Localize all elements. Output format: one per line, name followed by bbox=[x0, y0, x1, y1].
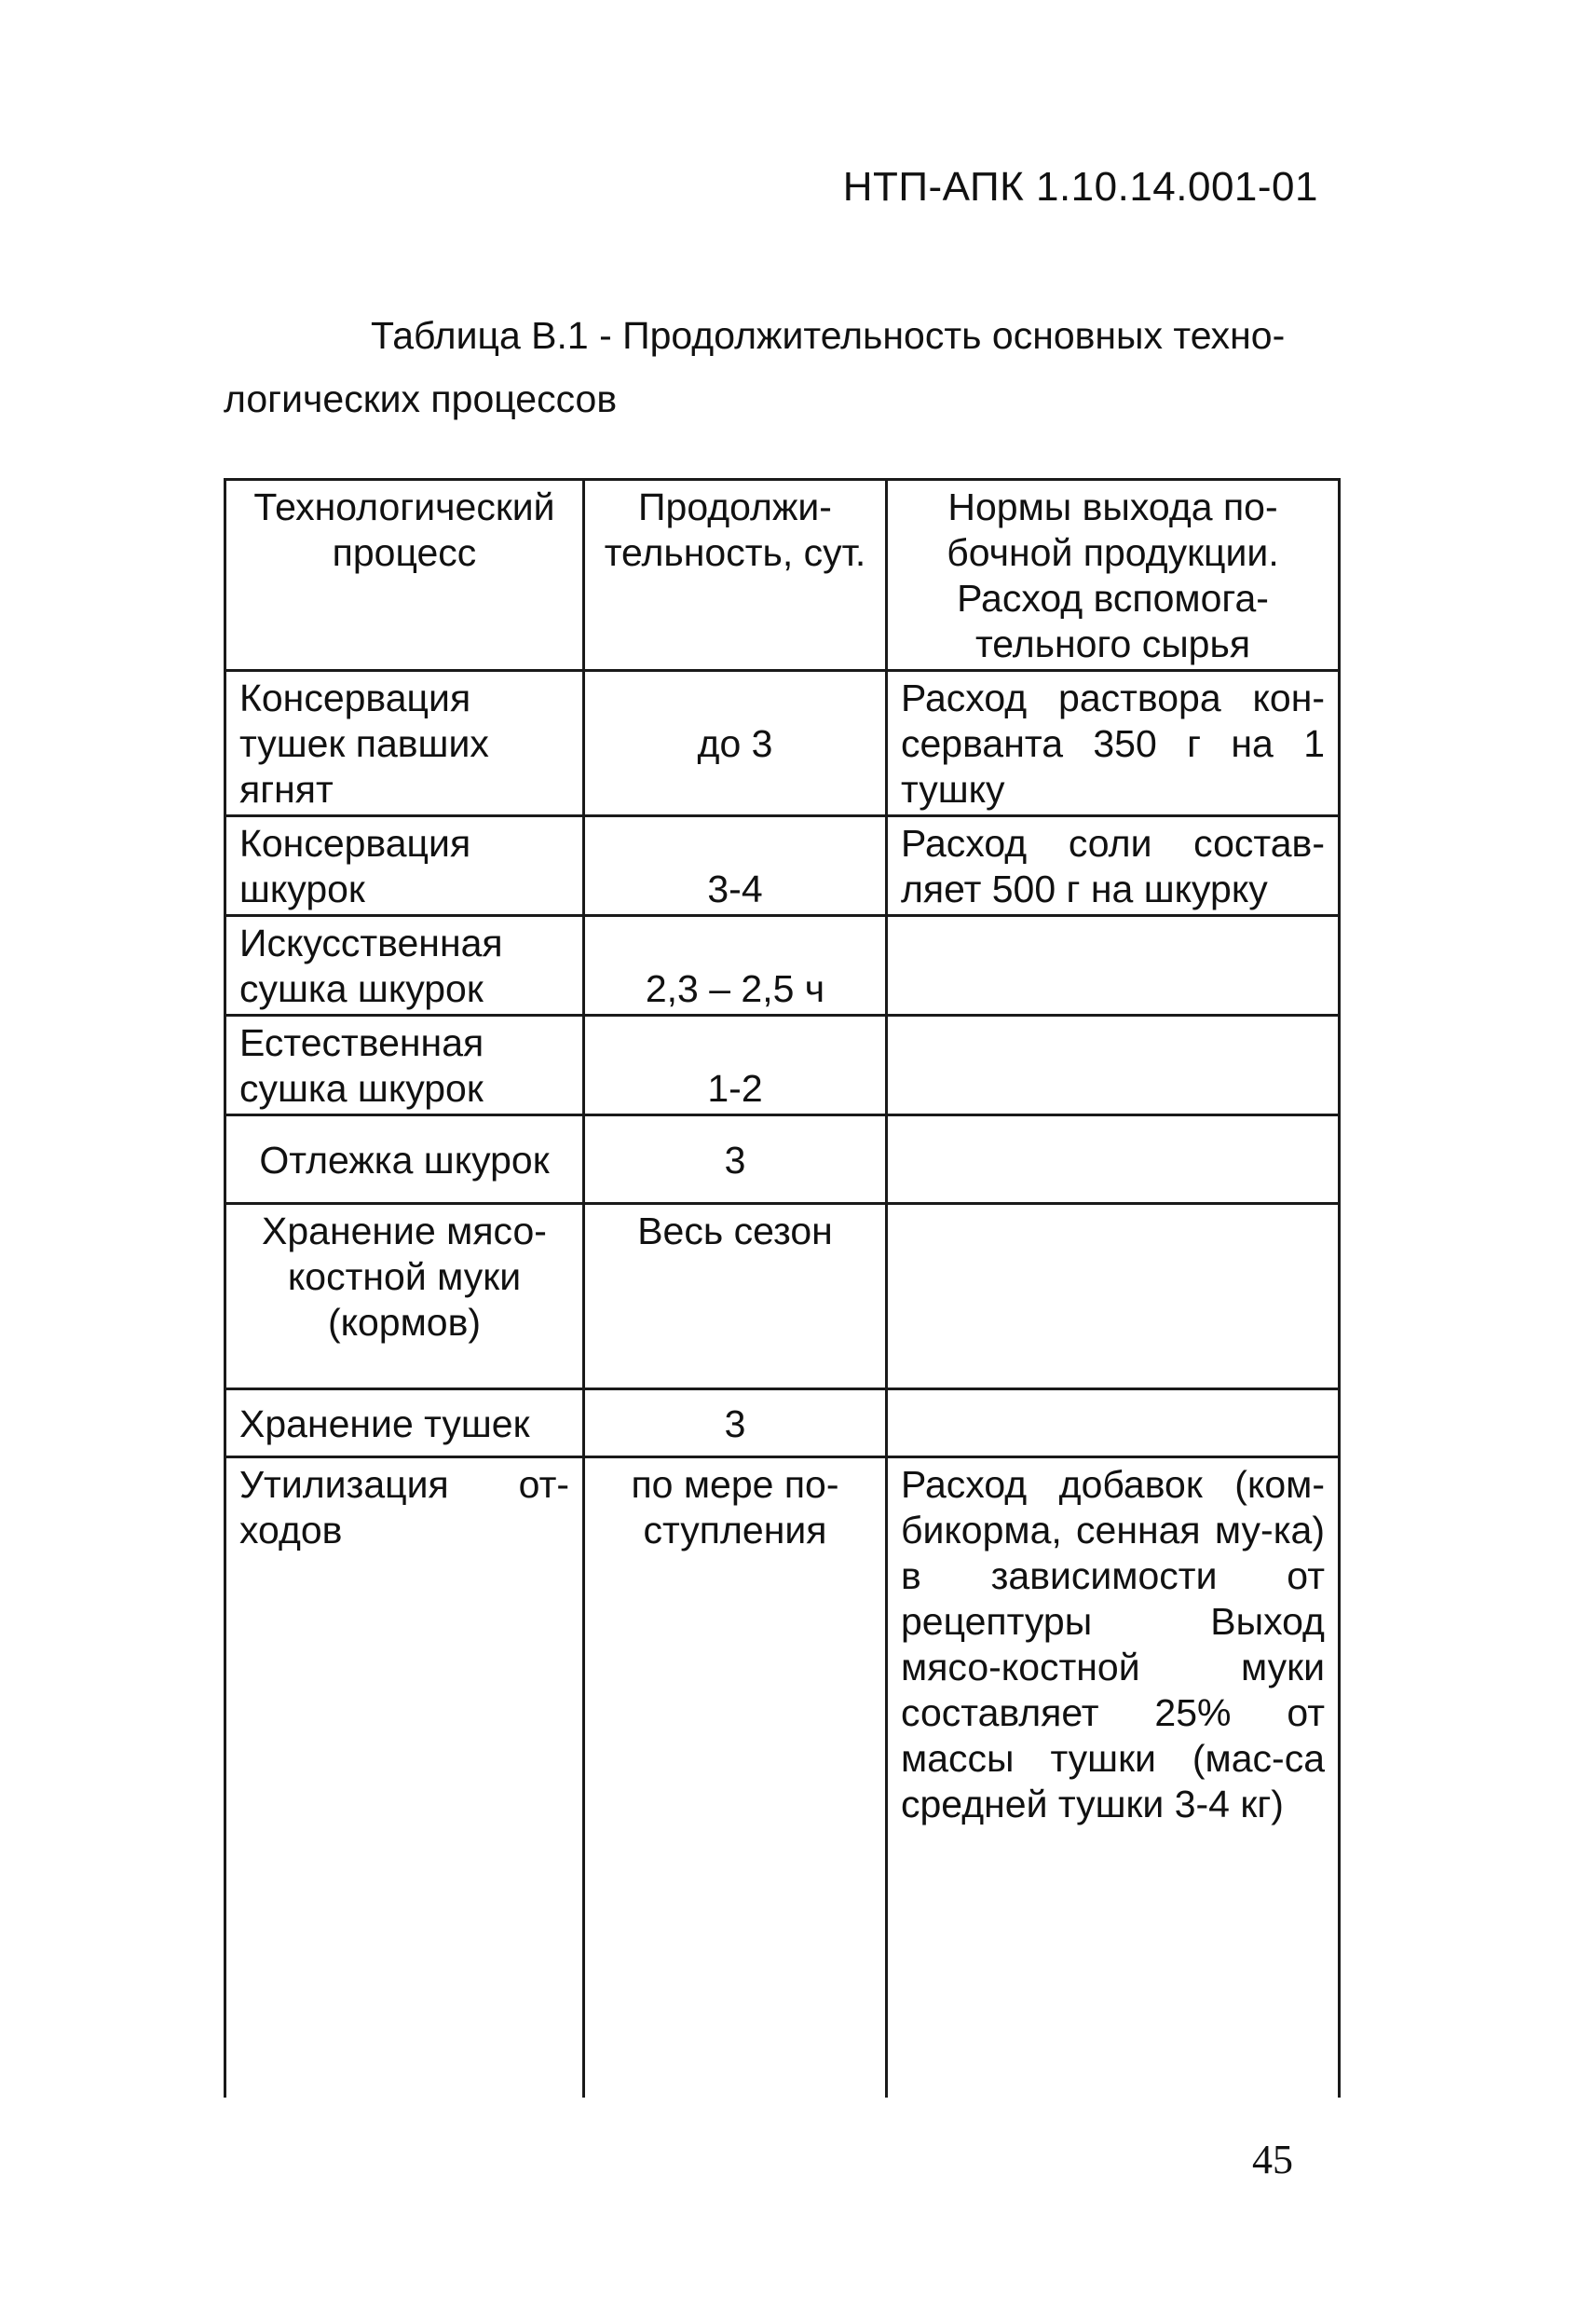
notes-cell bbox=[887, 1389, 1340, 1457]
process-cell: Хранение тушек bbox=[225, 1389, 584, 1457]
process-cell: Утилизация от-ходов bbox=[225, 1457, 584, 2098]
duration-cell: 1-2 bbox=[584, 1016, 887, 1115]
document-code: НТП-АПК 1.10.14.001-01 bbox=[842, 164, 1318, 210]
duration-cell: по мере по-ступления bbox=[584, 1457, 887, 2098]
process-cell: Консервация тушек павших ягнят bbox=[225, 671, 584, 816]
duration-cell: 3 bbox=[584, 1115, 887, 1204]
table-row bbox=[225, 671, 1340, 816]
notes-cell bbox=[887, 1115, 1340, 1204]
table-row bbox=[225, 1204, 1340, 1389]
process-cell: Консервация шкурок bbox=[225, 816, 584, 916]
column-header-norms: Нормы выхода по-бочной продукции. Расход вспомога-тельного сырья bbox=[887, 480, 1340, 671]
page-number: 45 bbox=[1252, 2137, 1293, 2182]
table-header-row bbox=[225, 480, 1340, 671]
table-row bbox=[225, 916, 1340, 1016]
process-cell: Хранение мясо-костной муки (кормов) bbox=[225, 1204, 584, 1389]
duration-cell: до 3 bbox=[584, 671, 887, 816]
duration-cell: 3 bbox=[584, 1389, 887, 1457]
column-header-process: Технологический процесс bbox=[225, 480, 584, 671]
process-cell: Естественная сушка шкурок bbox=[225, 1016, 584, 1115]
column-header-duration: Продолжи-тельность, сут. bbox=[584, 480, 887, 671]
process-cell: Искусственная сушка шкурок bbox=[225, 916, 584, 1016]
caption-line-2: логических процессов bbox=[224, 377, 618, 420]
table-caption bbox=[224, 304, 1325, 431]
notes-cell: Расход добавок (ком-бикорма, сенная му-ка) в зависимости от рецептуры Выход мясо-костной муки составляет 25% от массы тушки (мас-са средней тушки 3-4 кг) bbox=[887, 1457, 1340, 2098]
table-row bbox=[225, 1016, 1340, 1115]
notes-cell bbox=[887, 916, 1340, 1016]
process-cell: Отлежка шкурок bbox=[225, 1115, 584, 1204]
table-row bbox=[225, 1389, 1340, 1457]
notes-cell: Расход раствора кон-серванта 350 г на 1 тушку bbox=[887, 671, 1340, 816]
notes-cell bbox=[887, 1016, 1340, 1115]
caption-line-1: Таблица В.1 - Продолжительность основных техно- bbox=[371, 314, 1286, 357]
table-row bbox=[225, 1115, 1340, 1204]
table-row bbox=[225, 816, 1340, 916]
process-duration-table bbox=[224, 478, 1341, 2098]
duration-cell: 2,3 – 2,5 ч bbox=[584, 916, 887, 1016]
duration-cell: Весь сезон bbox=[584, 1204, 887, 1389]
notes-cell bbox=[887, 1204, 1340, 1389]
notes-cell: Расход соли состав-ляет 500 г на шкурку bbox=[887, 816, 1340, 916]
table-row bbox=[225, 1457, 1340, 2098]
duration-cell: 3-4 bbox=[584, 816, 887, 916]
